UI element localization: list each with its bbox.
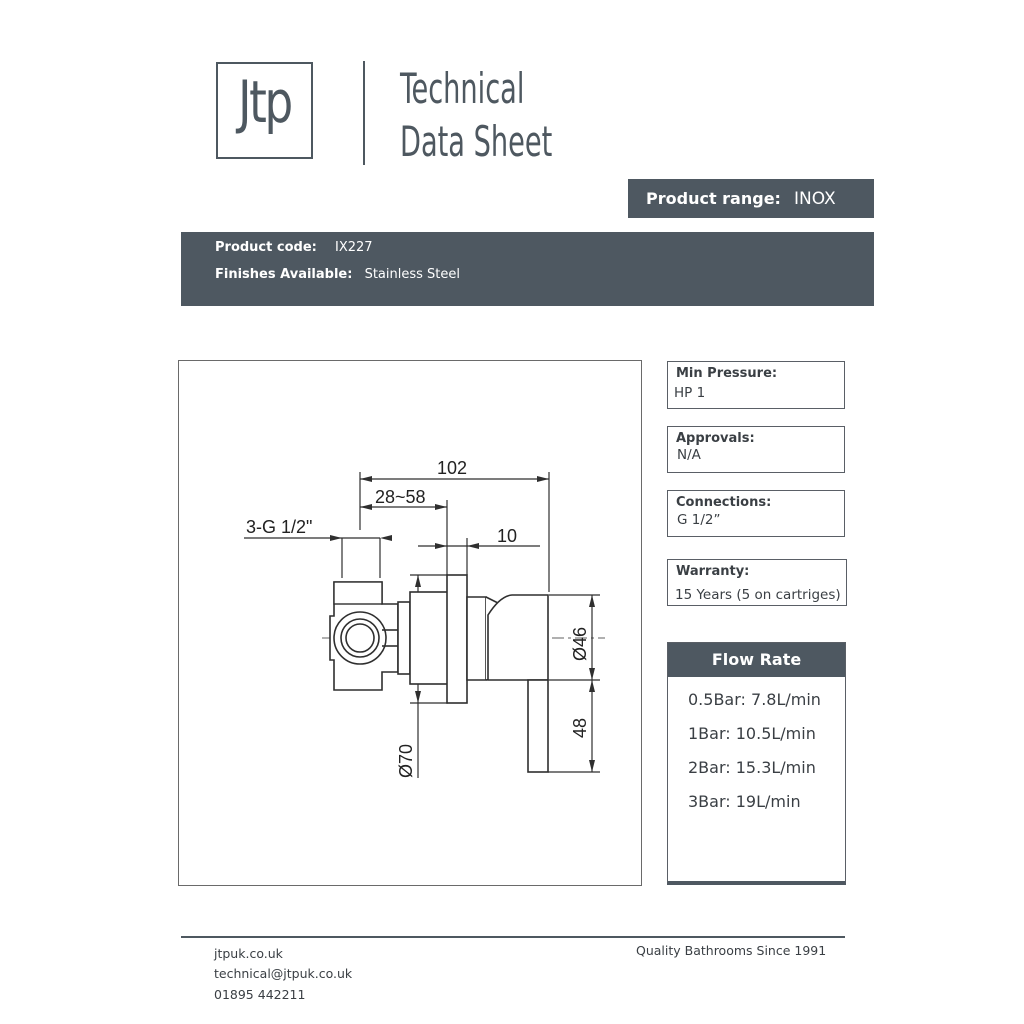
warranty-box	[667, 559, 847, 606]
dim-connection: 3-G 1/2"	[246, 517, 313, 537]
min-pressure-label: Min Pressure:	[676, 366, 778, 381]
min-pressure-box	[667, 361, 845, 409]
lever	[528, 680, 548, 772]
wall-plate	[447, 575, 467, 703]
flow-rate-box	[667, 642, 846, 885]
outlet-ring-inner	[346, 624, 374, 652]
email-link[interactable]: technical@jtpuk.co.uk	[214, 966, 353, 981]
title-line-2: Data Sheet	[400, 117, 553, 166]
website-link[interactable]: jtpuk.co.uk	[214, 946, 283, 961]
flow-bar: 3Bar:	[688, 792, 731, 811]
dim-offset: 10	[497, 526, 518, 546]
spindle	[467, 597, 486, 680]
product-range-value: INOX	[794, 189, 836, 209]
flow-bar: 0.5Bar:	[688, 690, 746, 709]
approvals-label: Approvals:	[676, 431, 755, 446]
body-sleeve	[410, 592, 448, 684]
flow-row	[688, 758, 816, 777]
flow-row	[688, 792, 801, 811]
finishes-value: Stainless Steel	[364, 267, 460, 282]
min-pressure-value: HP 1	[674, 385, 706, 401]
connections-label: Connections:	[676, 495, 772, 510]
flow-value: 7.8L/min	[751, 690, 821, 709]
handle-head	[488, 595, 548, 680]
flow-value: 19L/min	[735, 792, 801, 811]
phone-number: 01895 442211	[214, 987, 306, 1002]
dim-lever: 48	[570, 717, 590, 738]
flow-bar: 2Bar:	[688, 758, 731, 777]
flow-value: 10.5L/min	[735, 724, 816, 743]
flow-row	[688, 724, 816, 743]
footer-rule	[181, 936, 845, 938]
connections-box	[667, 490, 845, 537]
title-line-1: Technical	[400, 64, 525, 113]
flow-rate-title: Flow Rate	[668, 643, 845, 677]
connections-value: G 1/2”	[677, 512, 721, 528]
footer-tagline: Quality Bathrooms Since 1991	[636, 943, 827, 958]
dim-plate-dia: Ø70	[396, 743, 416, 778]
approvals-box	[667, 426, 845, 473]
approvals-value: N/A	[677, 447, 701, 463]
flow-bar: 1Bar:	[688, 724, 731, 743]
finishes-label: Finishes Available:	[215, 267, 353, 282]
dim-body-dia: Ø46	[570, 626, 590, 661]
product-range-label: Product range:	[646, 189, 781, 208]
warranty-value: 15 Years (5 on cartriges)	[675, 587, 841, 603]
product-code-label: Product code:	[215, 240, 317, 255]
dim-total-width: 102	[437, 458, 468, 478]
dim-wall-range: 28~58	[375, 487, 426, 507]
product-code-value: IX227	[334, 240, 373, 255]
logo-text: Jtp	[238, 68, 291, 136]
warranty-label: Warranty:	[676, 564, 750, 579]
nut	[398, 602, 410, 674]
flow-row	[688, 690, 821, 709]
flow-value: 15.3L/min	[735, 758, 816, 777]
